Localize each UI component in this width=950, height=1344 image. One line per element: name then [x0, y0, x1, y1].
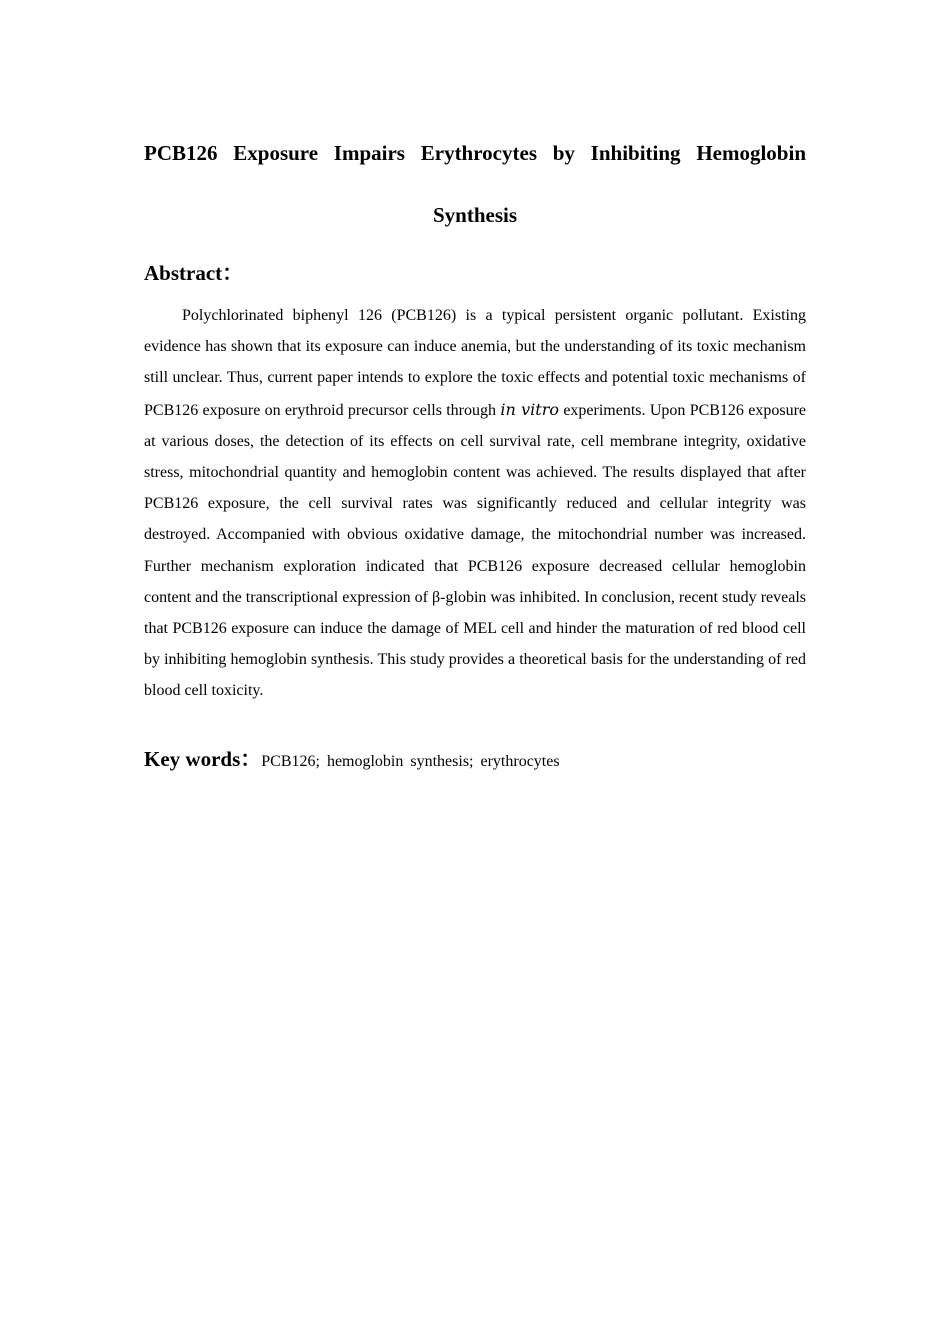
- abstract-text-part-1: Polychlorinated biphenyl 126 (PCB126) is a typical persistent organic pollutant. Existing evidence has shown that its exposure can induce anemia, but the understanding of its toxic mechanism still unclear. Thus, current paper intends to explore the toxic effects and potential toxic mechanisms of PCB126 exposure on erythroid precursor cells through: [144, 307, 806, 419]
- abstract-heading: Abstract：: [144, 261, 244, 285]
- abstract-text-part-2: experiments. Upon PCB126 exposure at various doses, the detection of its effects on cell survival rate, cell membrane integrity, oxidative stress, mitochondrial quantity and hemoglobin content was achieved. The results displayed that after PCB126 exposure, the cell survival rates was significantly reduced and cellular integrity was destroyed. Accompanied with obvious oxidative damage, the mitochondrial number was increased. Further mechanism exploration indicated that PCB126 exposure decreased cellular hemoglobin content and the transcriptional expression of β-globin was inhibited. In conclusion, recent study reveals that PCB126 exposure can induce the damage of MEL cell and hinder the maturation of red blood cell by inhibiting hemoglobin synthesis. This study provides a theoretical basis for the understanding of red blood cell toxicity.: [144, 401, 807, 700]
- keywords-label: Key words：: [144, 747, 262, 771]
- paper-title: PCB126 Exposure Impairs Erythrocytes by Inhibiting Hemoglobin Synthesis: [144, 141, 806, 227]
- abstract-paragraph: [144, 300, 806, 707]
- abstract-italic-in-vitro: in vitro: [500, 399, 560, 419]
- keywords-line: [144, 743, 806, 778]
- keywords-list: PCB126; hemoglobin synthesis; erythrocytes: [261, 753, 560, 770]
